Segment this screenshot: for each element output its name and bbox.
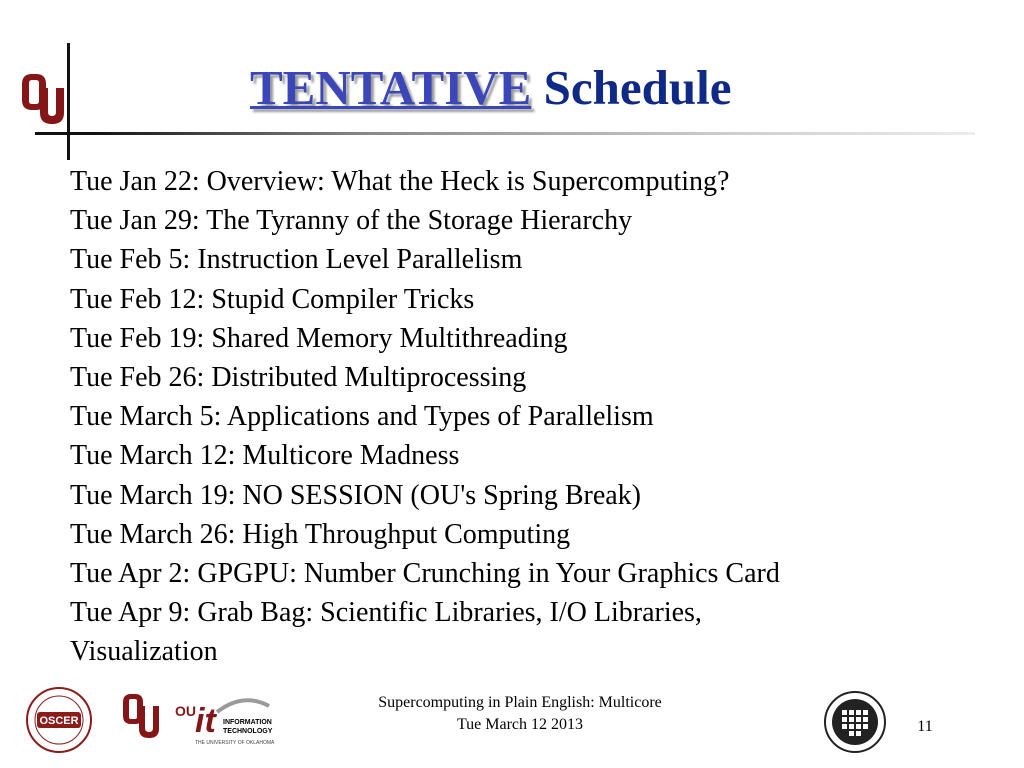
vertical-rule xyxy=(67,43,70,160)
schedule-item: Tue Feb 26: Distributed Multiprocessing xyxy=(70,362,527,394)
schedule-item: Tue March 12: Multicore Madness xyxy=(70,440,460,472)
schedule-item: Tue Apr 9: Grab Bag: Scientific Libraries, I/O Libraries, xyxy=(70,597,702,629)
schedule-item: Visualization xyxy=(70,636,218,668)
footer-line-1: Supercomputing in Plain English: Multicore xyxy=(378,694,662,711)
svg-text:it: it xyxy=(195,702,216,740)
schedule-item: Tue March 26: High Throughput Computing xyxy=(70,518,571,550)
ou-it-logo-icon xyxy=(175,700,275,746)
svg-text:OSCER: OSCER xyxy=(39,715,79,727)
supercomputing-logo-icon xyxy=(818,690,892,754)
footer-text xyxy=(300,692,740,736)
title-emphasis: TENTATIVE xyxy=(250,60,532,115)
schedule-item: Tue Jan 29: The Tyranny of the Storage Hierarchy xyxy=(70,205,633,237)
footer-logos xyxy=(25,686,295,756)
schedule-item: Tue Jan 22: Overview: What the Heck is Supercomputing? xyxy=(70,166,730,197)
horizontal-rule xyxy=(35,132,975,135)
svg-text:TECHNOLOGY: TECHNOLOGY xyxy=(223,728,273,735)
title-rest: Schedule xyxy=(543,60,732,115)
oscer-seal-icon xyxy=(27,688,91,752)
page-number: 11 xyxy=(917,718,933,735)
schedule-item: Tue Feb 5: Instruction Level Parallelism xyxy=(70,244,523,276)
schedule-item: Tue March 19: NO SESSION (OU's Spring Break) xyxy=(70,479,641,511)
schedule-item: Tue Apr 2: GPGPU: Number Crunching in Your Graphics Card xyxy=(70,558,780,590)
page-title xyxy=(250,58,870,118)
svg-text:THE UNIVERSITY OF OKLAHOMA: THE UNIVERSITY OF OKLAHOMA xyxy=(195,740,275,746)
schedule-item: Tue Feb 19: Shared Memory Multithreading xyxy=(70,322,568,354)
ou-footer-logo-icon xyxy=(123,694,159,738)
ou-logo-icon xyxy=(18,70,66,128)
svg-text:INFORMATION: INFORMATION xyxy=(223,719,272,726)
svg-text:OU: OU xyxy=(175,703,196,719)
schedule-item: Tue March 5: Applications and Types of Parallelism xyxy=(70,401,654,433)
schedule-list xyxy=(70,162,970,672)
schedule-item: Tue Feb 12: Stupid Compiler Tricks xyxy=(70,283,475,315)
footer-line-2: Tue March 12 2013 xyxy=(456,716,584,733)
